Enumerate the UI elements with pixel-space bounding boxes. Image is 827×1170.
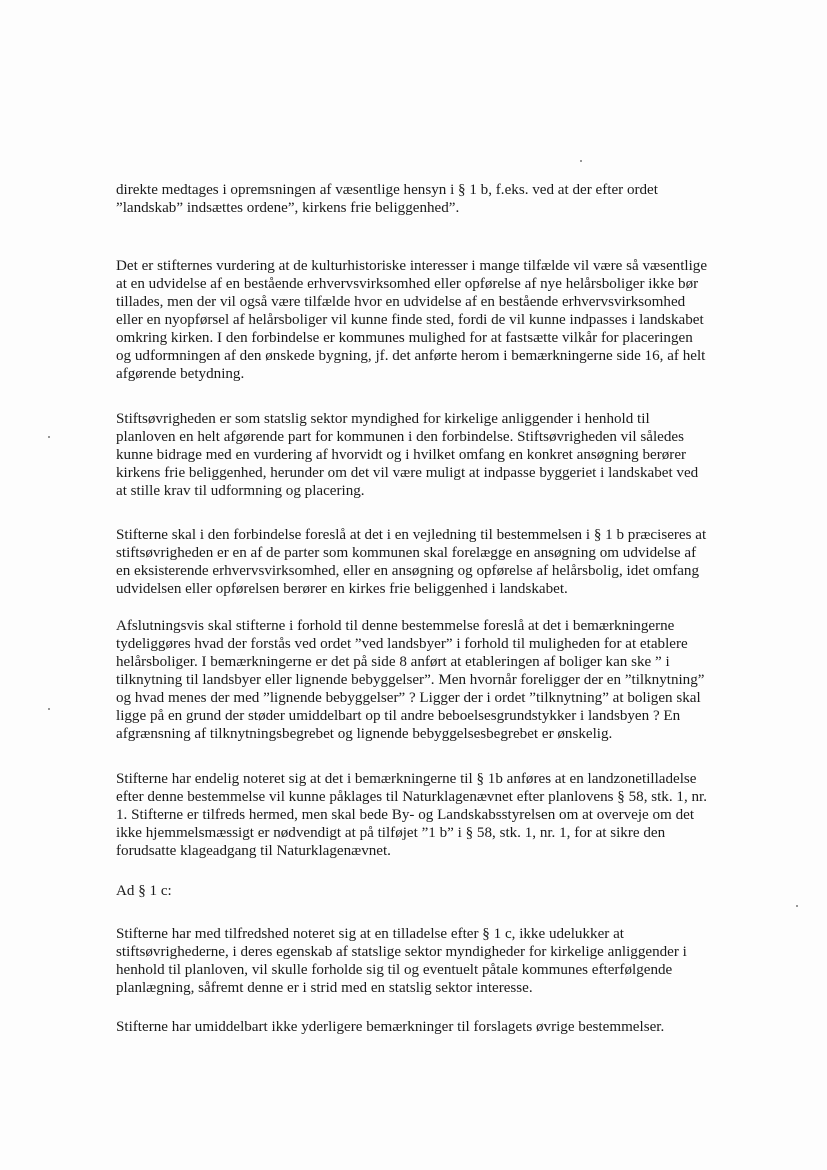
text-line: ”landskab” indsættes ordene”, kirkens frie beliggenhed”. [116,200,460,216]
text-line: helårsboliger. I bemærkningerne er det på side 8 anført at etableringen af boliger kan ske ” i [116,654,670,670]
text-line: efter denne bestemmelse vil kunne påklages til Naturklagenævnet efter planlovens § 58, stk. 1, nr. [116,789,708,805]
text-line: Det er stifternes vurdering at de kulturhistoriske interesser i mange tilfælde vil være så væsentlige [116,258,708,274]
scan-speck [796,905,798,907]
text-line: Ad § 1 c: [116,883,172,899]
text-line: kirkens frie beliggenhed, herunder om det vil være muligt at indpasse byggeriet i landskabet ved [116,465,699,481]
text-line: en eksisterende erhvervsvirksomhed, eller en ansøgning og opførelse af helårsbolig, idet omfang [116,563,700,579]
text-line: ikke hjemmelsmæssigt er nødvendigt at på tilføjet ”1 b” i § 58, stk. 1, nr. 1, for at sikre den [116,825,666,841]
text-line: planloven en helt afgørende part for kommunen i den forbindelse. Stiftsøvrigheden vil således [116,429,684,445]
section-heading [116,882,756,900]
scan-speck [48,708,50,710]
text-line: udvidelsen eller opførelsen berører en kirkes frie beliggenhed i landskabet. [116,581,568,597]
paragraph-8 [116,1018,756,1036]
paragraph-1 [116,181,756,217]
paragraph-6 [116,770,756,860]
text-line: afgrænsning af tilknytningsbegrebet og lignende bebyggelsesbegrebet er ønskelig. [116,726,613,742]
text-line: og udformningen af den ønskede bygning, jf. det anførte herom i bemærkningerne side 16, af helt [116,348,706,364]
text-line: tilknytning til landsbyer eller lignende bebyggelser”. Men hvornår foreligger der en ”tilknytning” [116,672,705,688]
text-line: henhold til planloven, vil skulle forholde sig til og eventuelt påtale kommunes efterfølgende [116,962,673,978]
text-line: direkte medtages i opremsningen af væsentlige hensyn i § 1 b, f.eks. ved at der efter ordet [116,182,658,198]
text-line: Stifterne har endelig noteret sig at det i bemærkningerne til § 1b anføres at en landzonetilladelse [116,771,697,787]
paragraph-4 [116,526,756,598]
text-line: forudsatte klageadgang til Naturklagenævnet. [116,843,391,859]
paragraph-3 [116,410,756,500]
scan-speck [580,160,582,162]
text-line: ligge på en grund der støder umiddelbart op til andre beboelsesgrundstykker i landsbyen ? En [116,708,681,724]
text-line: Stifterne har umiddelbart ikke yderligere bemærkninger til forslagets øvrige bestemmelser. [116,1019,665,1035]
text-line: stiftsøvrigheden er en af de parter som kommunen skal forelægge en ansøgning om udvidelse af [116,545,697,561]
paragraph-2 [116,257,756,383]
text-line: stiftsøvrighederne, i deres egenskab af statslige sektor myndigheder for kirkelige anliggender i [116,944,687,960]
text-line: Afslutningsvis skal stifterne i forhold til denne bestemmelse foreslå at det i bemærkningerne [116,618,675,634]
text-line: Stifterne skal i den forbindelse foreslå at det i en vejledning til bestemmelsen i § 1 b præciseres at [116,527,707,543]
text-line: 1. Stifterne er tilfreds hermed, men skal bede By- og Landskabsstyrelsen om at overveje om det [116,807,695,823]
text-line: tydeliggøres hvad der forstås ved ordet ”ved landsbyer” i forhold til muligheden for at etablere [116,636,688,652]
text-line: kunne bidrage med en vurdering af hvorvidt og i hvilket omfang en konkret ansøgning berører [116,447,687,463]
text-line: planlægning, såfremt denne er i strid med en statslig sektor interesse. [116,980,533,996]
paragraph-7 [116,925,756,997]
text-line: at en udvidelse af en bestående erhvervsvirksomhed eller opførelse af nye helårsboliger ikke bør [116,276,699,292]
text-line: Stiftsøvrigheden er som statslig sektor myndighed for kirkelige anliggender i henhold til [116,411,650,427]
text-line: Stifterne har med tilfredshed noteret sig at en tilladelse efter § 1 c, ikke udelukker at [116,926,624,942]
text-line: afgørende betydning. [116,366,245,382]
scan-speck [48,436,50,438]
text-line: omkring kirken. I den forbindelse er kommunes mulighed for at fastsætte vilkår for placeringen [116,330,693,346]
text-line: og hvad menes der med ”lignende bebyggelser” ? Ligger der i ordet ”tilknytning” at boligen skal [116,690,701,706]
text-line: eller en nyopførsel af helårsboliger vil kunne finde sted, fordi de vil kunne indpasses i landskabet [116,312,704,328]
text-line: at stille krav til udformning og placering. [116,483,365,499]
paragraph-5 [116,617,756,743]
text-line: tillades, men der vil også være tilfælde hvor en udvidelse af en bestående erhvervsvirksomhed [116,294,686,310]
